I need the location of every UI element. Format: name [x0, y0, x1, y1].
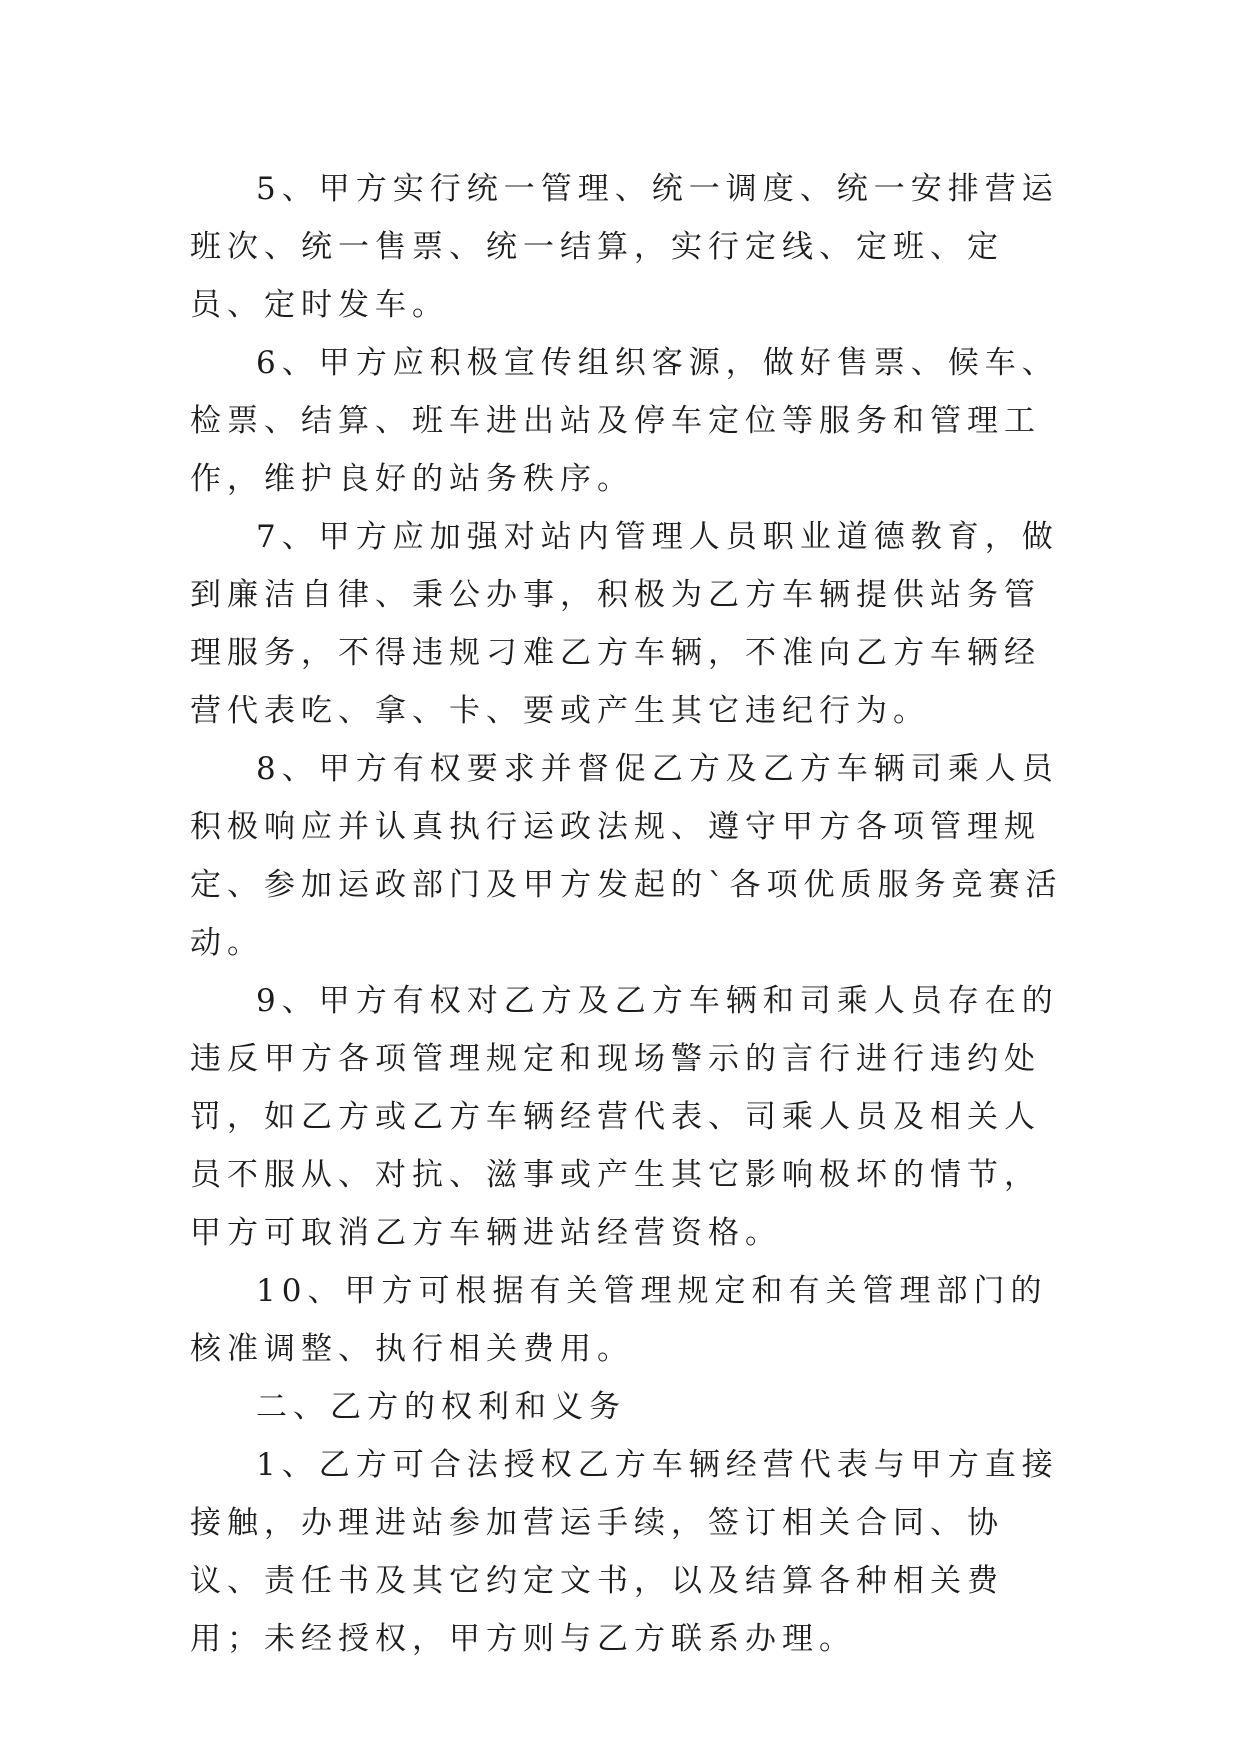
paragraph-6: 6、甲方应积极宣传组织客源，做好售票、候车、检票、结算、班车进出站及停车定位等服务和管理工作，维护良好的站务秩序。 [190, 345, 1059, 497]
paragraph-8: 8、甲方有权要求并督促乙方及乙方车辆司乘人员积极响应并认真执行运政法规、遵守甲方各项管理规定、参加运政部门及甲方发起的`各项优质服务竞赛活动。 [190, 751, 1063, 961]
paragraph-5: 5、甲方实行统一管理、统一调度、统一安排营运班次、统一售票、统一结算，实行定线、定班、定员、定时发车。 [190, 171, 1059, 323]
document-page [190, 160, 1070, 1668]
section-heading-party-b: 二、乙方的权利和义务 [256, 1389, 626, 1425]
paragraph-9: 9、甲方有权对乙方及乙方车辆和司乘人员存在的违反甲方各项管理规定和现场警示的言行进行违约处罚，如乙方或乙方车辆经营代表、司乘人员及相关人员不服从、对抗、滋事或产生其它影响极坏的情节，甲方可取消乙方车辆进站经营资格。 [190, 983, 1059, 1251]
paragraph-10: 10、甲方可根据有关管理规定和有关管理部门的核准调整、执行相关费用。 [190, 1273, 1048, 1367]
paragraph-7: 7、甲方应加强对站内管理人员职业道德教育，做到廉洁自律、秉公办事，积极为乙方车辆提供站务管理服务，不得违规刁难乙方车辆，不准向乙方车辆经营代表吃、拿、卡、要或产生其它违纪行为。 [190, 519, 1059, 729]
paragraph-b-1: 1、乙方可合法授权乙方车辆经营代表与甲方直接接触，办理进站参加营运手续，签订相关合同、协议、责任书及其它约定文书，以及结算各种相关费用；未经授权，甲方则与乙方联系办理。 [190, 1447, 1059, 1657]
